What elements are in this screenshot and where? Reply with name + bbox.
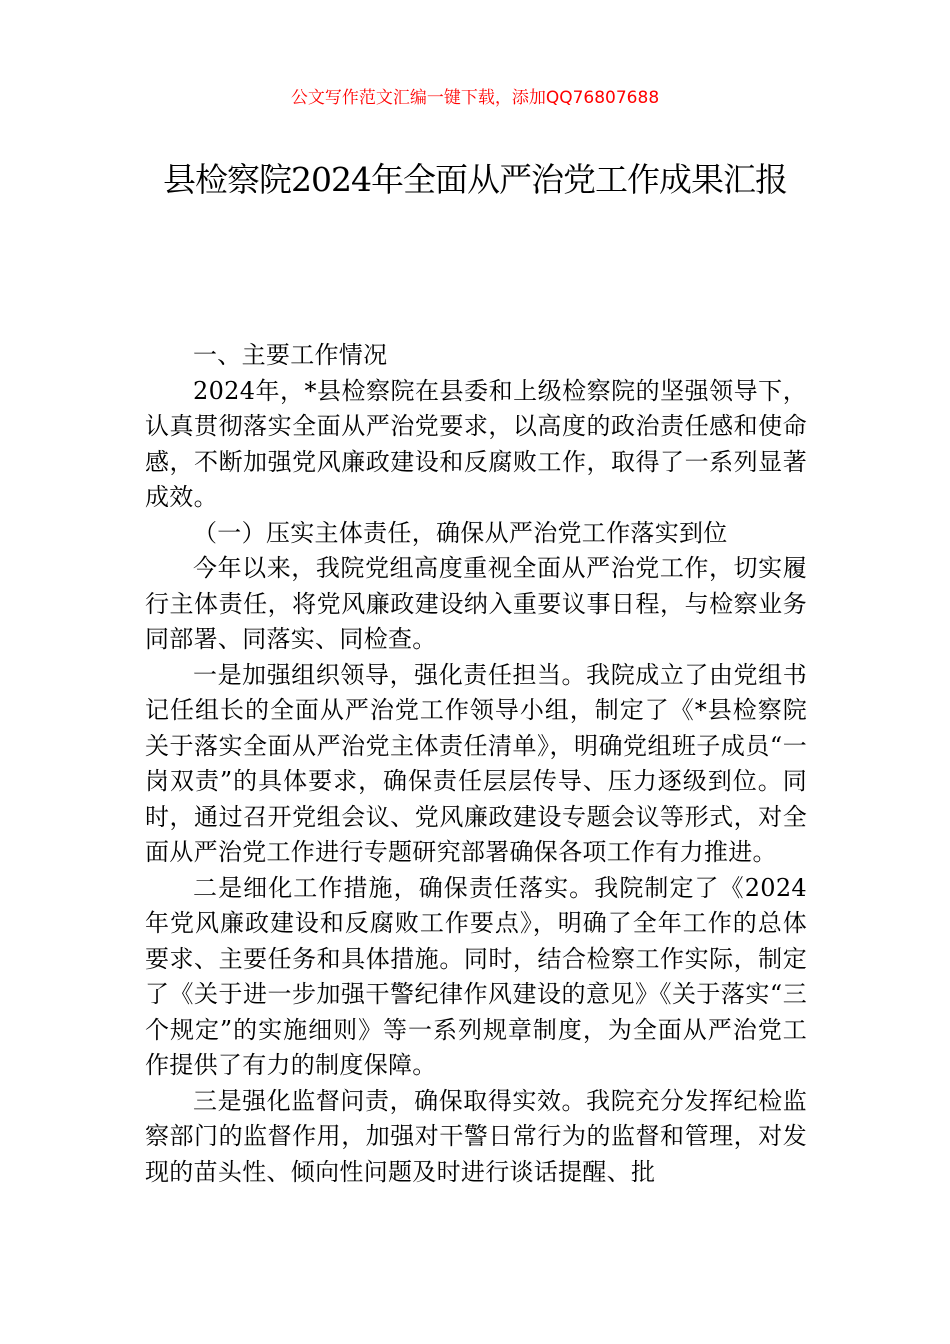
body-paragraph: 一是加强组织领导，强化责任担当。我院成立了由党组书记任组长的全面从严治党工作领导小组，制定了《*县检察院关于落实全面从严治党主体责任清单》，明确党组班子成员“一岗双责”的具体要求，确保责任层层传导、压力逐级到位。同时，通过召开党组会议、党风廉政建设专题会议等形式，对全面从严治党工作进行专题研究部署确保各项工作有力推进。 [145, 660, 807, 866]
body-paragraph: 三是强化监督问责，确保取得实效。我院充分发挥纪检监察部门的监督作用，加强对干警日常行为的监督和管理，对发现的苗头性、倾向性问题及时进行谈话提醒、批 [145, 1086, 807, 1186]
body-paragraph: 2024年，*县检察院在县委和上级检察院的坚强领导下，认真贯彻落实全面从严治党要求，以高度的政治责任感和使命感，不断加强党风廉政建设和反腐败工作，取得了一系列显著成效。 [145, 376, 807, 511]
download-notice: 公文写作范文汇编一键下载，添加QQ76807688 [290, 88, 660, 108]
body-paragraph: 二是细化工作措施，确保责任落实。我院制定了《2024年党风廉政建设和反腐败工作要点》，明确了全年工作的总体要求、主要任务和具体措施。同时，结合检察工作实际，制定了《关于进一步加强干警纪律作风建设的意见》《关于落实“三个规定”的实施细则》等一系列规章制度，为全面从严治党工作提供了有力的制度保障。 [145, 873, 807, 1079]
document-title: 县检察院2024年全面从严治党工作成果汇报 [163, 160, 787, 199]
section-heading: 一、主要工作情况 [193, 341, 388, 369]
document-body [145, 338, 807, 1190]
body-paragraph: 今年以来，我院党组高度重视全面从严治党工作，切实履行主体责任，将党风廉政建设纳入重要议事日程，与检察业务同部署、同落实、同检查。 [145, 554, 807, 653]
subsection-heading: （一）压实主体责任，确保从严治党工作落实到位 [193, 518, 728, 547]
